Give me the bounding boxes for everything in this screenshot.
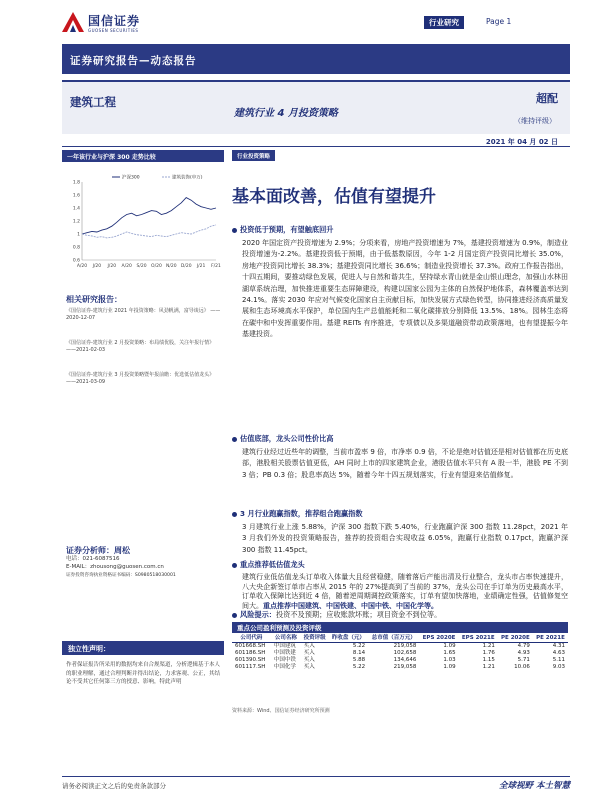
page-number: Page 1 xyxy=(486,17,512,26)
table-header-cell: 昨收盘（元） xyxy=(329,635,369,643)
footer-divider xyxy=(62,776,570,777)
risk-line xyxy=(232,610,441,620)
footer-disclaimer: 请务必阅读正文之后的免责条款部分 xyxy=(62,782,166,790)
series-line-1 xyxy=(82,225,216,238)
table-cell: 1.76 xyxy=(482,650,495,656)
table-source: 资料来源：Wind、国信证券经济研究所预测 xyxy=(232,708,330,714)
analyst-email: E-MAIL：zhousong@guosen.com.cn xyxy=(66,564,164,570)
industry-tag: 行业研究 xyxy=(424,16,464,29)
y-tick-label: 1.4 xyxy=(72,206,80,212)
risk-title: 风险提示： xyxy=(240,610,276,619)
table-cell: 1.21 xyxy=(482,643,495,649)
table-cell: 601117.SH xyxy=(235,664,266,670)
related-item: 《国信证券-建筑行业 3 月投资策略暨年报前瞻：优选低估值龙头》——2021-03-09 xyxy=(66,372,215,385)
table-cell: 8.14 xyxy=(352,650,366,656)
related-item: 《国信证券-建筑行业 2021 年投资策略：风劲帆满，富导谈远》 ——2020-12-07 xyxy=(66,308,221,321)
section-title-text: 估值底部，龙头公司性价比高 xyxy=(240,434,334,443)
y-tick-label: 0.6 xyxy=(72,258,80,264)
section-title-text: 3 月行业跑赢指数，推荐组合跑赢指数 xyxy=(240,509,363,518)
table-cell: 5.11 xyxy=(552,657,565,663)
related-title: 相关研究报告： xyxy=(66,295,122,304)
table-cell: 4.63 xyxy=(552,650,565,656)
date-band xyxy=(62,137,570,147)
logo-mark-icon xyxy=(62,12,84,32)
y-tick-label: 1.6 xyxy=(72,193,80,199)
section-paragraph: 2020 年国定资产投资增速为 2.9%；分项来看，房地产投资增速为 7%，基建投资增速为 0.9%，制造业投资增速为-2.2%。基建投资低于预期，由于低基数原因，今年 1-2 月国定资产投资同比增长 35.0%，房地产投资同比增长 38.3%；基建投资同比增长 36.6%；制造业投资增长 37.3%。政府工作报告指出，十四五期间，要推动绿色发展，促进人与自然和谐共生，坚持绿水青山就是金山银山理念，加强山水林田湖草系统治理，加快推进重要生态屏障建设，构建以国家公园为主体的自然保护地体系，森林覆盖率达到 24.1%。落实 2030 年应对气候变化国家自主贡献目标，加快发展方式绿色转型，协同推进经济高质量发展和生态环境高水平保护，单位国内生产总值能耗和二氧化碳排放分别降低 13.5%、18%。园林生态将在碳中和中发挥重要作用。基建 REITs 有序推进，专项债以及多渠道融资带动政策落地，也有望提振今年基建投资。 xyxy=(242,239,568,339)
table-row xyxy=(232,657,568,664)
table-cell: 中国中铁 xyxy=(273,657,296,663)
table-cell: 买入 xyxy=(303,664,315,670)
x-tick-label: J/21 xyxy=(196,264,206,269)
report-date: 2021 年 04 月 02 日 xyxy=(485,138,558,146)
table-row xyxy=(232,650,568,657)
x-tick-label: A/20 xyxy=(76,264,88,269)
table-header-cell: EPS 2021E xyxy=(459,635,498,643)
recommendation-text: 重点推荐中国建筑、中国铁建、中国中铁、中国化学等。 xyxy=(263,601,438,610)
banner-text: 证券研究报告—动态报告 xyxy=(70,55,197,67)
disclaimer-body: 作者保证报告所采用的数据均来自合规渠道，分析逻辑基于本人的职业理解，通过合理判断并得出结论，力求客观、公正，其结论不受其它任何第三方的授意、影响，特此声明 xyxy=(66,662,221,685)
table-cell: 买入 xyxy=(303,657,315,663)
bullet-icon xyxy=(232,437,237,442)
table-header-cell: EPS 2020E xyxy=(419,635,458,643)
x-tick-label: F/21 xyxy=(211,264,221,269)
legend-label: 沪深300 xyxy=(122,175,140,181)
table-cell: 中国化学 xyxy=(273,664,296,670)
x-tick-label: D/20 xyxy=(180,264,192,269)
table-cell: 买入 xyxy=(303,643,315,649)
table-cell: 601390.SH xyxy=(235,657,266,663)
section-title xyxy=(232,509,363,519)
section-title xyxy=(232,225,333,235)
y-tick-label: 1.8 xyxy=(72,180,80,186)
table-header-cell: 公司名称 xyxy=(271,635,301,643)
logo-text-cn: 国信证券 xyxy=(88,14,141,28)
section-title-text: 投资低于预期，有望触底回升 xyxy=(240,225,334,234)
table-row xyxy=(232,664,568,671)
table-cell: 1.09 xyxy=(443,664,456,670)
analyst-license: 证券投资咨询执业资格证书编码：S0980518030001 xyxy=(66,573,176,578)
table-cell: 10.06 xyxy=(514,664,530,670)
table-cell: 1.65 xyxy=(443,650,456,656)
table-cell: 5.22 xyxy=(352,643,366,649)
main-title: 基本面改善，估值有望提升 xyxy=(232,187,436,207)
disclaimer-header: 独立性声明： xyxy=(62,641,224,655)
section-paragraph-text: 建筑行业低估值龙头订单收入体量大且经营稳健，随着落后产能出清及行业整合，龙头市占率快速提升，八大央企新签订单市占率从 2015 年的 27%提高到了当前的 37%，龙头公司在手订单为历史最高水平，订单收入保障比达到近 4 倍，随着逆周期调控政策落实，订单有望加快落地，业绩确定性强，估值修复空间大。 xyxy=(242,573,568,610)
report-banner xyxy=(62,44,570,74)
header-tags xyxy=(424,16,564,29)
y-tick-label: 1.2 xyxy=(72,219,80,225)
table-cell: 5.22 xyxy=(352,664,366,670)
table-cell: 5.71 xyxy=(517,657,530,663)
legend-label: 建筑装饰(申万) xyxy=(172,175,203,181)
table-cell: 中国建筑 xyxy=(273,643,296,649)
bullet-icon xyxy=(232,228,237,233)
rating-note: （维持评级） xyxy=(514,117,556,125)
table-cell: 4.31 xyxy=(552,643,565,649)
table-cell: 4.93 xyxy=(517,650,530,656)
table-cell: 1.03 xyxy=(443,657,456,663)
earnings-table xyxy=(232,635,568,671)
x-tick-label: S/20 xyxy=(136,264,147,269)
table-cell: 9.03 xyxy=(552,664,565,670)
table-header-cell: 总市值（百万元） xyxy=(368,635,419,643)
section-title xyxy=(232,434,333,444)
x-tick-label: J/20 xyxy=(92,264,102,269)
table-cell: 5.88 xyxy=(352,657,366,663)
rating: 超配 xyxy=(536,92,558,105)
table-header-cell: PE 2020E xyxy=(498,635,533,643)
table-cell: 1.15 xyxy=(482,657,495,663)
chart-header: 一年该行业与沪深 300 走势比较 xyxy=(62,150,224,162)
table-header-row xyxy=(232,635,568,643)
table-cell: 102,658 xyxy=(393,650,417,656)
company-logo xyxy=(62,10,172,40)
logo-text-en: GUOSEN SECURITIES xyxy=(88,28,139,33)
related-item: 《国信证券-建筑行业 2 月投资策略：布局绩优股，关注年报行情》——2021-02-03 xyxy=(66,340,215,353)
x-tick-label: O/20 xyxy=(151,264,162,269)
title-band xyxy=(62,80,570,134)
x-tick-label: N/20 xyxy=(166,264,177,269)
y-tick-label: 0.8 xyxy=(72,245,80,251)
report-subtitle: 建筑行业 4 月投资策略 xyxy=(234,108,338,119)
table-title: 重点公司盈利预测及投资评级 xyxy=(232,622,568,633)
x-tick-label: A/20 xyxy=(121,264,132,269)
analyst-title: 证券分析师：周松 xyxy=(66,546,130,555)
risk-text: 投资不及预期；应收账款坏账；项目资金不到位等。 xyxy=(275,610,442,619)
table-cell: 134,646 xyxy=(393,657,417,663)
analyst-phone: 电话：021-6087516 xyxy=(66,556,120,562)
table-header-cell: 公司代码 xyxy=(232,635,271,643)
table-cell: 219,058 xyxy=(393,664,417,670)
table-cell: 601668.SH xyxy=(235,643,266,649)
footer-slogan: 全球视野 本土智慧 xyxy=(499,781,570,791)
section-paragraph: 建筑行业经过近些年的调整，当前市盈率 9 倍，市净率 0.9 倍，不论是绝对估值还是相对估值都在历史底部，港股相关股票估值更低，AH 同时上市的四家建筑企业，港股估值水平只有 A 股一半，港股 PE 不到 3 倍；PB 0.3 倍；股息率高达 5%，随着今年十四五规划落实，行业有望迎来估值修复。 xyxy=(242,448,568,479)
sector-name: 建筑工程 xyxy=(70,95,116,109)
table-cell: 601186.SH xyxy=(235,650,266,656)
series-line-0 xyxy=(82,198,216,234)
table-cell: 219,058 xyxy=(393,643,417,649)
invest-strategy-header: 行业投资策略 xyxy=(232,150,275,161)
bullet-icon xyxy=(232,563,237,568)
table-header-cell: 投资评级 xyxy=(301,635,329,643)
table-header-cell: PE 2021E xyxy=(533,635,568,643)
table-row xyxy=(232,643,568,651)
section-title-text: 重点推荐低估值龙头 xyxy=(240,560,305,569)
table-cell: 1.21 xyxy=(482,664,495,670)
table-cell: 1.09 xyxy=(443,643,456,649)
performance-chart xyxy=(66,168,224,280)
bullet-icon xyxy=(232,512,237,517)
table-cell: 4.79 xyxy=(517,643,530,649)
table-cell: 中国铁建 xyxy=(273,650,296,656)
section-paragraph xyxy=(242,573,568,611)
x-tick-label: J/20 xyxy=(107,264,117,269)
section-title xyxy=(232,560,305,570)
section-paragraph: 3 月建筑行业上涨 5.88%，沪深 300 指数下跌 5.40%，行业跑赢沪深 300 指数 11.28pct，2021 年 3 月我们外发的投资策略报告，推荐的投资组合实现收益 6.05%，跑赢行业指数 0.17pct，跑赢沪深 300 指数 11.45pct。 xyxy=(242,523,568,554)
y-tick-label: 1 xyxy=(77,232,80,238)
bullet-icon xyxy=(232,613,237,618)
table-cell: 买入 xyxy=(303,650,315,656)
